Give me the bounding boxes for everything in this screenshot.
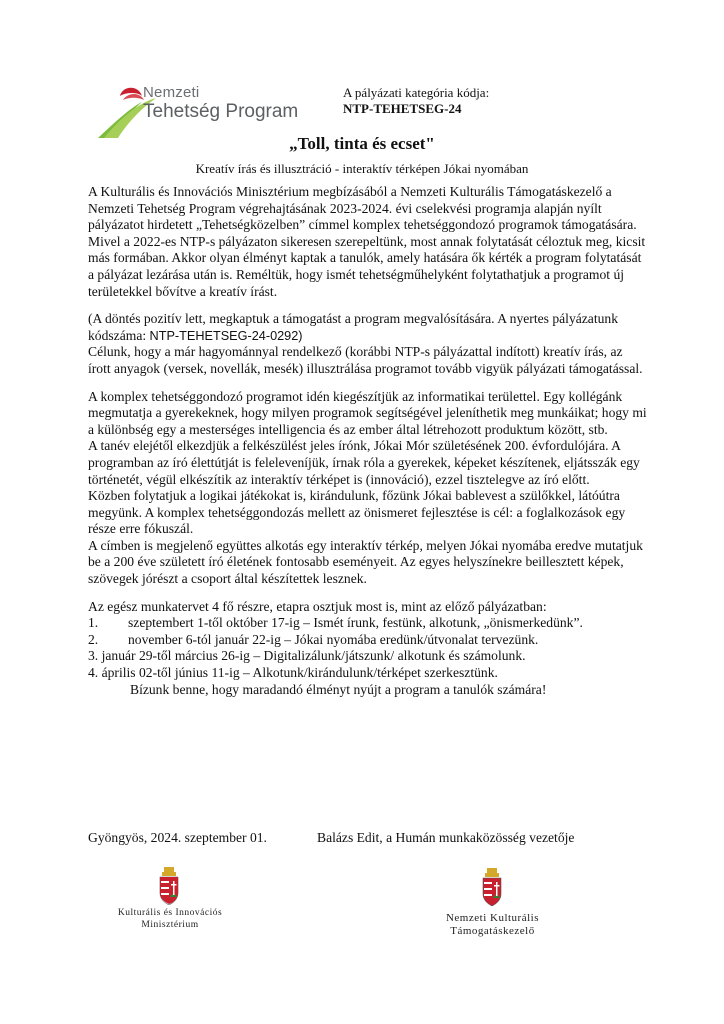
hungarian-coat-of-arms-icon [481,868,503,906]
list-item: 3. január 29-től március 26-ig – Digitalizálunk/játszunk/ alkotunk és számolunk. [88,648,526,664]
category-code-value: NTP-TEHETSEG-24 [343,101,462,116]
decision-text: (A döntés pozitív lett, megkaptuk a támogatást a program megvalósítására. A nyertes pályázatunk kódszáma: [88,311,619,343]
stage-text: szeptembert 1-től október 17-ig – Ismét írunk, festünk, alkotunk, „önismerkedünk”. [128,615,583,631]
logo-text-line2: Tehetség Program [143,101,299,122]
author-signature: Balázs Edit, a Humán munkaközösség vezetője [317,830,575,845]
stage-text: november 6-tól január 22-ig – Jókai nyomába eredünk/útvonalat tervezünk. [128,631,539,647]
place-and-date: Gyöngyös, 2024. szeptember 01. [88,830,267,845]
paragraph-activities: Közben folytatjuk a logikai játékokat is, kirándulunk, főzünk Jókai bablevest a szülőkkel, látóútra megyünk. A komplex tehetséggondozás mellett az önismeret fejlesztése is cél: a foglalkozások egy része erre fókuszál. [88,488,626,537]
grant-code: NTP-TEHETSEG-24-0292) [149,328,303,343]
list-item [88,615,648,632]
stage-number: 2. [88,631,99,647]
stage-number: 1. [88,615,99,631]
ministry-name-line1: Kulturális és Innovációs [117,908,223,918]
paragraph-workplan: Az egész munkatervet 4 fő részre, etapra osztjuk most is, mint az előző pályázatban: [88,598,547,614]
nktk-name-line2: Támogatáskezelő [450,925,535,937]
paragraph-intro: A Kulturális és Innovációs Minisztérium megbízásából a Nemzeti Kulturális Támogatáskezelő a Nemzeti Tehetség Program végrehajtásának 2023-2024. évi cselekvési programja alapján nyílt pályázatot hirdetett „Tehetségközelben” címmel komplex tehetséggondozó programok támogatására. [88,184,637,233]
paragraph-continuation: Mivel a 2022-es NTP-s pályázaton sikeresen szerepeltünk, most annak folytatását céloztuk meg, kicsit más formában. Akkor olyan élményt kaptak a tanulók, amely hatására ők kérték a program folytatását a pályázat lezárása után is. Reméltük, hogy ismét tehetségműhelyként folytathatjuk a programot új területekkel bővítve a kreatív írást. [88,233,646,299]
document-title: „Toll, tinta és ecset" [289,134,435,153]
hungarian-coat-of-arms-icon [158,867,180,905]
paragraph-informatics: A komplex tehetséggondozó programot idén kiegészítjük az informatikai területtel. Egy kollégánk megmutatja a gyerekeknek, hogy milyen programok segítségével jeleníthetik meg munkáikat; hogy mi a különbség egy a mesterséges intelligencia és az ember által létrehozott produktum között, stb. [88,388,647,437]
document-body [88,184,648,698]
logo-text-line1: Nemzeti [143,84,200,101]
list-item: 4. április 02-től június 11-ig – Alkotunk/kirándulunk/térképet szerkesztünk. [88,665,498,681]
list-item [88,632,648,649]
document-subtitle: Kreatív írás és illusztráció - interaktív térképen Jókai nyomában [195,161,529,176]
closing-sentence: Bízunk benne, hogy maradandó élményt nyújt a program a tanulók számára! [130,681,547,697]
paragraph-goal: Célunk, hogy a már hagyománnyal rendelkező (korábbi NTP-s pályázattal indított) kreatív írás, az írott anyagok (versek, novellák, mesék) illusztrálása programot tovább vigyük pályázati támogatással. [88,344,643,376]
nktk-name-line1: Nemzeti Kulturális [445,912,539,924]
paragraph-map: A címben is megjelenő együttes alkotás egy interaktív térkép, melyen Jókai nyomába eredve mutatjuk be a 200 éve született író életének fontosabb eseményeit. Az egyes helyszínekre beillesztett képek, szövegek jórészt a csoport által készítettek lesznek. [88,537,643,587]
paragraph-decision [88,311,648,344]
ministry-name-line2: Minisztérium [141,920,199,930]
paragraph-jokai: A tanév elejétől elkezdjük a felkészülést jeles írónk, Jókai Mór születésének 200. évfordulójára. A programban az író élettútját is feleleveníjük, írnak róla a gyerekek, képeket készítenek, eljátsszák egy történetét, végül elkészítik az interaktív térképet is (innováció), ezzel tisztelegve az író előtt. [88,438,640,487]
category-code-label: A pályázati kategória kódja: [343,85,490,100]
